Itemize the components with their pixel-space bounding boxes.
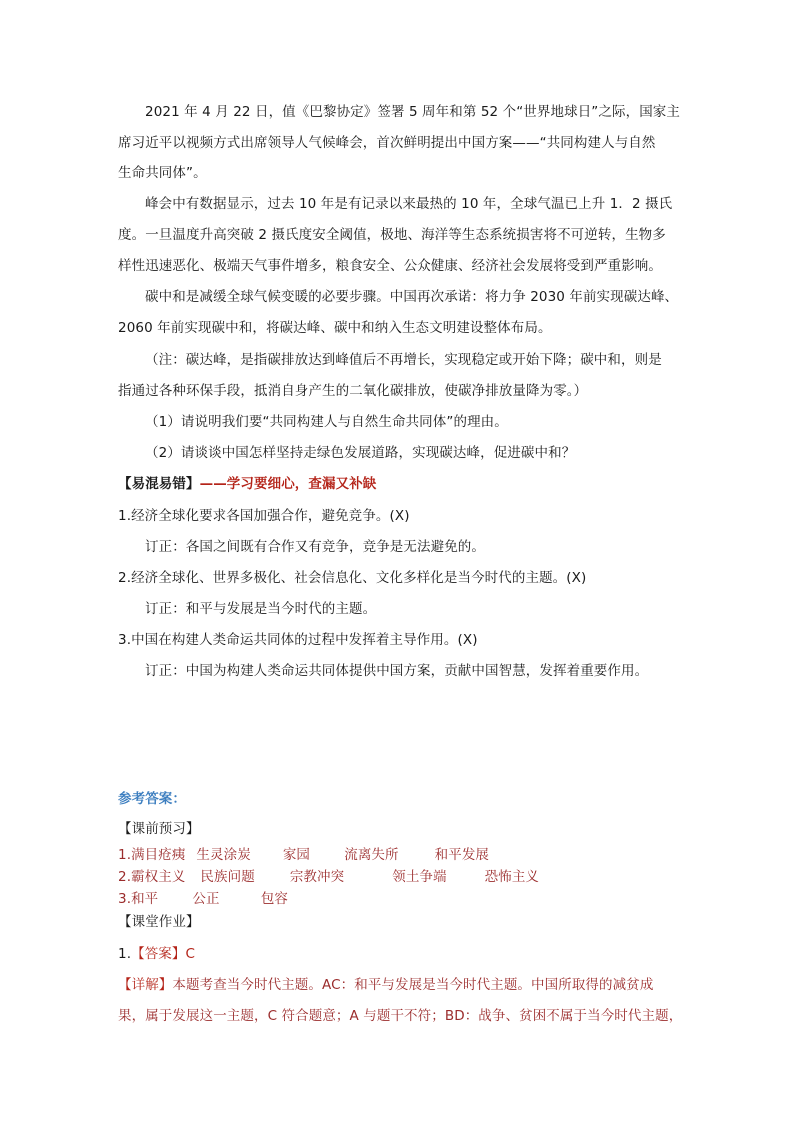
note-line: 指通过各种环保手段，抵消自身产生的二氧化碳排放，使碳净排放量降为零。） xyxy=(118,383,588,399)
preview-term: 1.满目疮痍 xyxy=(118,847,186,863)
q1-answer: C xyxy=(185,946,196,962)
passage-line: 度。一旦温度升高突破 2 摄氏度安全阈值，极地、海洋等生态系统损害将不可逆转，生物多 xyxy=(118,227,666,243)
preview-term: 领土争端 xyxy=(392,869,447,885)
mistakes-heading-subtitle: ——学习要细心，查漏又补缺 xyxy=(199,476,377,492)
preview-term: 包容 xyxy=(260,891,289,907)
question-1: （1）请说明我们要“共同构建人与自然生命共同体”的理由。 xyxy=(145,414,508,430)
detail-line xyxy=(118,975,678,995)
q1-label: 1. xyxy=(118,946,132,962)
passage-line: 样性迅速恶化、极端天气事件增多，粮食安全、公众健康、经济社会发展将受到严重影响。 xyxy=(118,258,662,274)
preview-term: 生灵涂炭 xyxy=(196,847,251,863)
passage-line: 碳中和是减缓全球气候变暖的必要步骤。中国再次承诺：将力争 2030 年前实现碳达峰、 xyxy=(145,289,679,305)
mistakes-heading xyxy=(118,474,678,494)
passage-line: 峰会中有数据显示，过去 10 年是有记录以来最热的 10 年，全球气温已上升 1．2 摄氏 xyxy=(145,196,673,212)
question-2: （2）请谈谈中国怎样坚持走绿色发展道路，实现碳达峰，促进碳中和？ xyxy=(145,445,576,461)
passage-line: 生命共同体”。 xyxy=(118,165,207,181)
class-heading: 【课堂作业】 xyxy=(118,914,200,930)
preview-term: 公正 xyxy=(192,891,220,907)
mistake-correction: 订正：中国为构建人类命运共同体提供中国方案，贡献中国智慧，发挥着重要作用。 xyxy=(145,663,649,679)
preview-term: 和平发展 xyxy=(434,847,490,863)
preview-row-1 xyxy=(118,845,678,865)
passage-line: 2060 年前实现碳中和，将碳达峰、碳中和纳入生态文明建设整体布局。 xyxy=(118,320,552,336)
detail-tag: 【详解】 xyxy=(118,977,173,993)
detail-line: 果，属于发展这一主题，C 符合题意；A 与题干不符；BD：战争、贫困不属于当今时代主题， xyxy=(118,1008,683,1024)
preview-term: 3.和平 xyxy=(118,891,159,907)
mistake-correction: 订正：各国之间既有合作又有竞争，竞争是无法避免的。 xyxy=(145,539,485,555)
q1-answer-tag: 【答案】 xyxy=(131,946,186,962)
preview-term: 2.霸权主义 xyxy=(118,869,186,885)
preview-heading: 【课前预习】 xyxy=(118,821,200,837)
mistake-statement: 1.经济全球化要求各国加强合作，避免竞争。(X) xyxy=(118,508,410,524)
preview-term: 民族问题 xyxy=(200,869,255,885)
preview-row-2 xyxy=(118,867,678,887)
preview-term: 流离失所 xyxy=(344,847,399,863)
passage-line: 2021 年 4 月 22 日，值《巴黎协定》签署 5 周年和第 52 个“世界地球日”之际，国家主 xyxy=(145,104,680,120)
mistake-correction: 订正：和平与发展是当今时代的主题。 xyxy=(145,601,377,617)
preview-row-3 xyxy=(118,889,678,909)
preview-term: 恐怖主义 xyxy=(484,869,540,885)
mistake-statement: 2.经济全球化、世界多极化、社会信息化、文化多样化是当今时代的主题。(X) xyxy=(118,570,587,586)
passage-line: 席习近平以视频方式出席领导人气候峰会，首次鲜明提出中国方案——“共同构建人与自然 xyxy=(118,135,656,151)
detail-text: 本题考查当今时代主题。AC：和平与发展是当今时代主题。中国所取得的减贫成 xyxy=(172,977,654,993)
preview-term: 宗教冲突 xyxy=(289,869,345,885)
note-line: （注：碳达峰，是指碳排放达到峰值后不再增长，实现稳定或开始下降；碳中和，则是 xyxy=(145,352,662,368)
mistake-statement: 3.中国在构建人类命运共同体的过程中发挥着主导作用。(X) xyxy=(118,632,478,648)
q1-answer-line xyxy=(118,944,678,964)
preview-term: 家园 xyxy=(282,847,311,863)
answers-title: 参考答案： xyxy=(118,791,186,807)
mistakes-heading-label: 【易混易错】 xyxy=(118,476,200,492)
